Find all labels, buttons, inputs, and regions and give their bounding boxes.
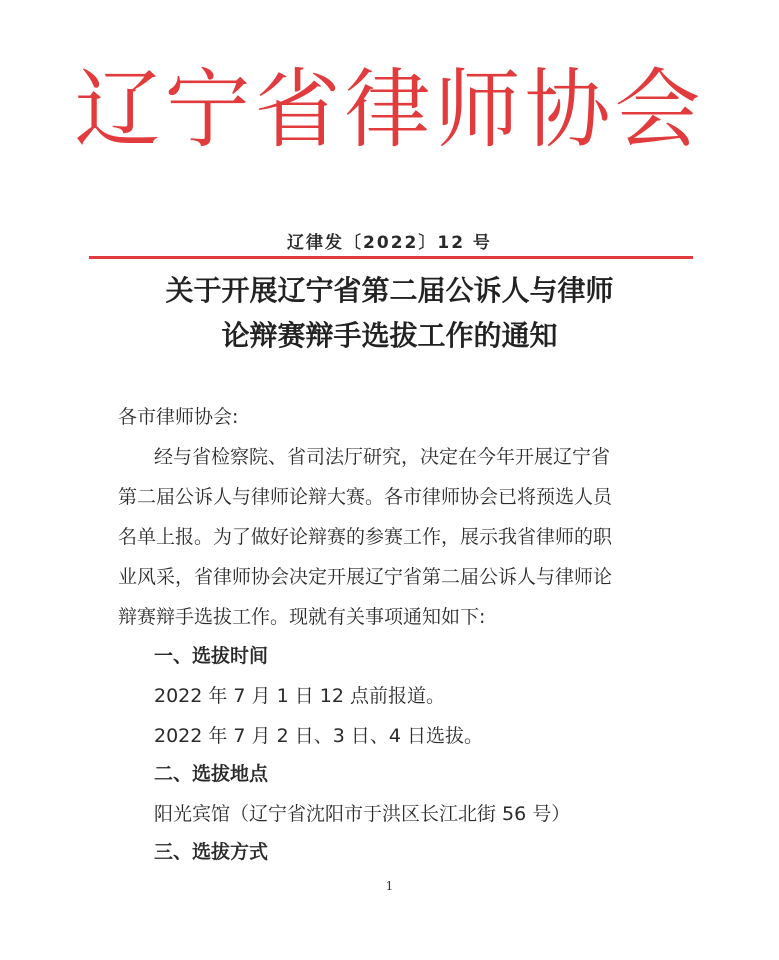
section-line: 阳光宾馆（辽宁省沈阳市于洪区长江北街 56 号） bbox=[154, 803, 571, 825]
page-number: 1 bbox=[385, 879, 394, 893]
section-heading-location: 二、选拔地点 bbox=[154, 763, 269, 785]
section-heading-time: 一、选拔时间 bbox=[154, 645, 269, 667]
section-heading-method: 三、选拔方式 bbox=[154, 841, 269, 863]
paragraph-line: 辩赛辩手选拔工作。现就有关事项通知如下: bbox=[118, 606, 486, 628]
letterhead-red-rule bbox=[89, 256, 693, 259]
paragraph-line: 名单上报。为了做好论辩赛的参赛工作，展示我省律师的职 bbox=[118, 526, 613, 548]
paragraph-line: 业风采，省律师协会决定开展辽宁省第二届公诉人与律师论 bbox=[118, 566, 613, 588]
salutation: 各市律师协会: bbox=[118, 406, 239, 428]
document-title-line-2: 论辩赛辩手选拔工作的通知 bbox=[221, 319, 558, 352]
letterhead-organization: 辽宁省律师协会 bbox=[74, 60, 705, 160]
section-line: 2022 年 7 月 1 日 12 点前报道。 bbox=[154, 685, 445, 707]
document-title-line-1: 关于开展辽宁省第二届公诉人与律师 bbox=[165, 274, 614, 307]
section-line: 2022 年 7 月 2 日、3 日、4 日选拔。 bbox=[154, 725, 483, 747]
document-number: 辽律发〔2022〕12 号 bbox=[287, 233, 492, 253]
paragraph-line: 第二届公诉人与律师论辩大赛。各市律师协会已将预选人员 bbox=[118, 486, 613, 508]
paragraph-line: 经与省检察院、省司法厅研究，决定在今年开展辽宁省 bbox=[154, 446, 611, 468]
